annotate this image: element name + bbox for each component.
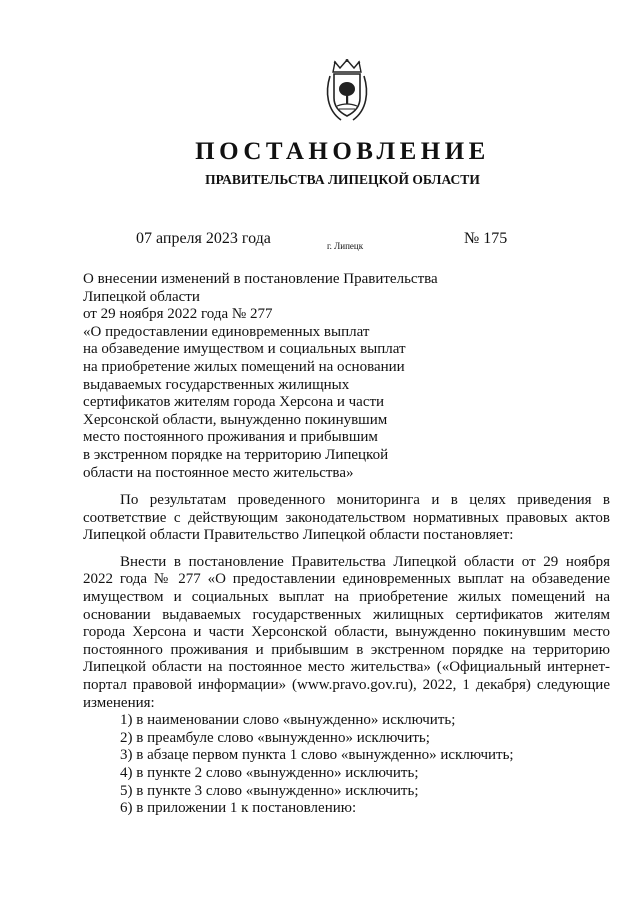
list-item: 2) в преамбуле слово «вынужденно» исключить; (120, 729, 430, 746)
list-item: 5) в пункте 3 слово «вынужденно» исключить; (120, 782, 419, 799)
document-body (83, 492, 610, 818)
heading-line: от 29 ноября 2022 года № 277 (83, 306, 273, 323)
document-subtitle: ПРАВИТЕЛЬСТВА ЛИПЕЦКОЙ ОБЛАСТИ (205, 172, 480, 187)
heading-line: Херсонской области, вынужденно покинувшим (83, 411, 388, 428)
heading-line: О внесении изменений в постановление Правительства (83, 271, 438, 287)
document-number: № 175 (464, 230, 508, 247)
heading-line: на обзаведение имуществом и социальных выплат (83, 341, 406, 358)
heading-line: сертификатов жителям города Херсона и части (83, 394, 385, 411)
document-heading (83, 271, 438, 482)
heading-line: в экстренном порядке на территорию Липецкой (83, 446, 389, 463)
main-paragraph: Внести в постановление Правительства Липецкой области от 29 ноября 2022 года № 277 «О предоставлении единовременных выплат на обзаведение имуществом и социальных выплат на приобретение жилых помещений на основании выдаваемых государственных жилищных сертификатов жителям города Херсона и части Херсонской области, вынужденно покинувшим место постоянного проживания и прибывшим в экстренном порядке на территорию Липецкой области на постоянное место жительства» («Официальный интернет-портал правовой информации» (www.pravo.gov.ru), 2022, 1 декабря) следующие изменения: (83, 553, 610, 711)
document-title: ПОСТАНОВЛЕНИЕ (195, 138, 490, 165)
coat-of-arms-icon (325, 58, 369, 124)
list-item: 6) в приложении 1 к постановлению: (120, 800, 357, 817)
document-date: 07 апреля 2023 года (136, 230, 271, 247)
list-item: 1) в наименовании слово «вынужденно» исключить; (120, 712, 456, 729)
heading-line: Липецкой области (83, 288, 200, 305)
list-item: 3) в абзаце первом пункта 1 слово «вынужденно» исключить; (120, 747, 514, 764)
heading-line: области на постоянное место жительства» (83, 464, 354, 481)
heading-line: «О предоставлении единовременных выплат (83, 323, 370, 340)
preamble-paragraph: По результатам проведенного мониторинга и в целях приведения в соответствие с действующим законодательством нормативных правовых актов Липецкой области Правительство Липецкой области постановляет: (83, 492, 610, 544)
document-city: г. Липецк (327, 241, 364, 251)
amendments-list (83, 712, 610, 818)
heading-line: место постоянного проживания и прибывшим (83, 429, 378, 446)
heading-line: на приобретение жилых помещений на основании (83, 358, 405, 375)
heading-line: выдаваемых государственных жилищных (83, 376, 350, 393)
list-item: 4) в пункте 2 слово «вынужденно» исключить; (120, 764, 419, 781)
